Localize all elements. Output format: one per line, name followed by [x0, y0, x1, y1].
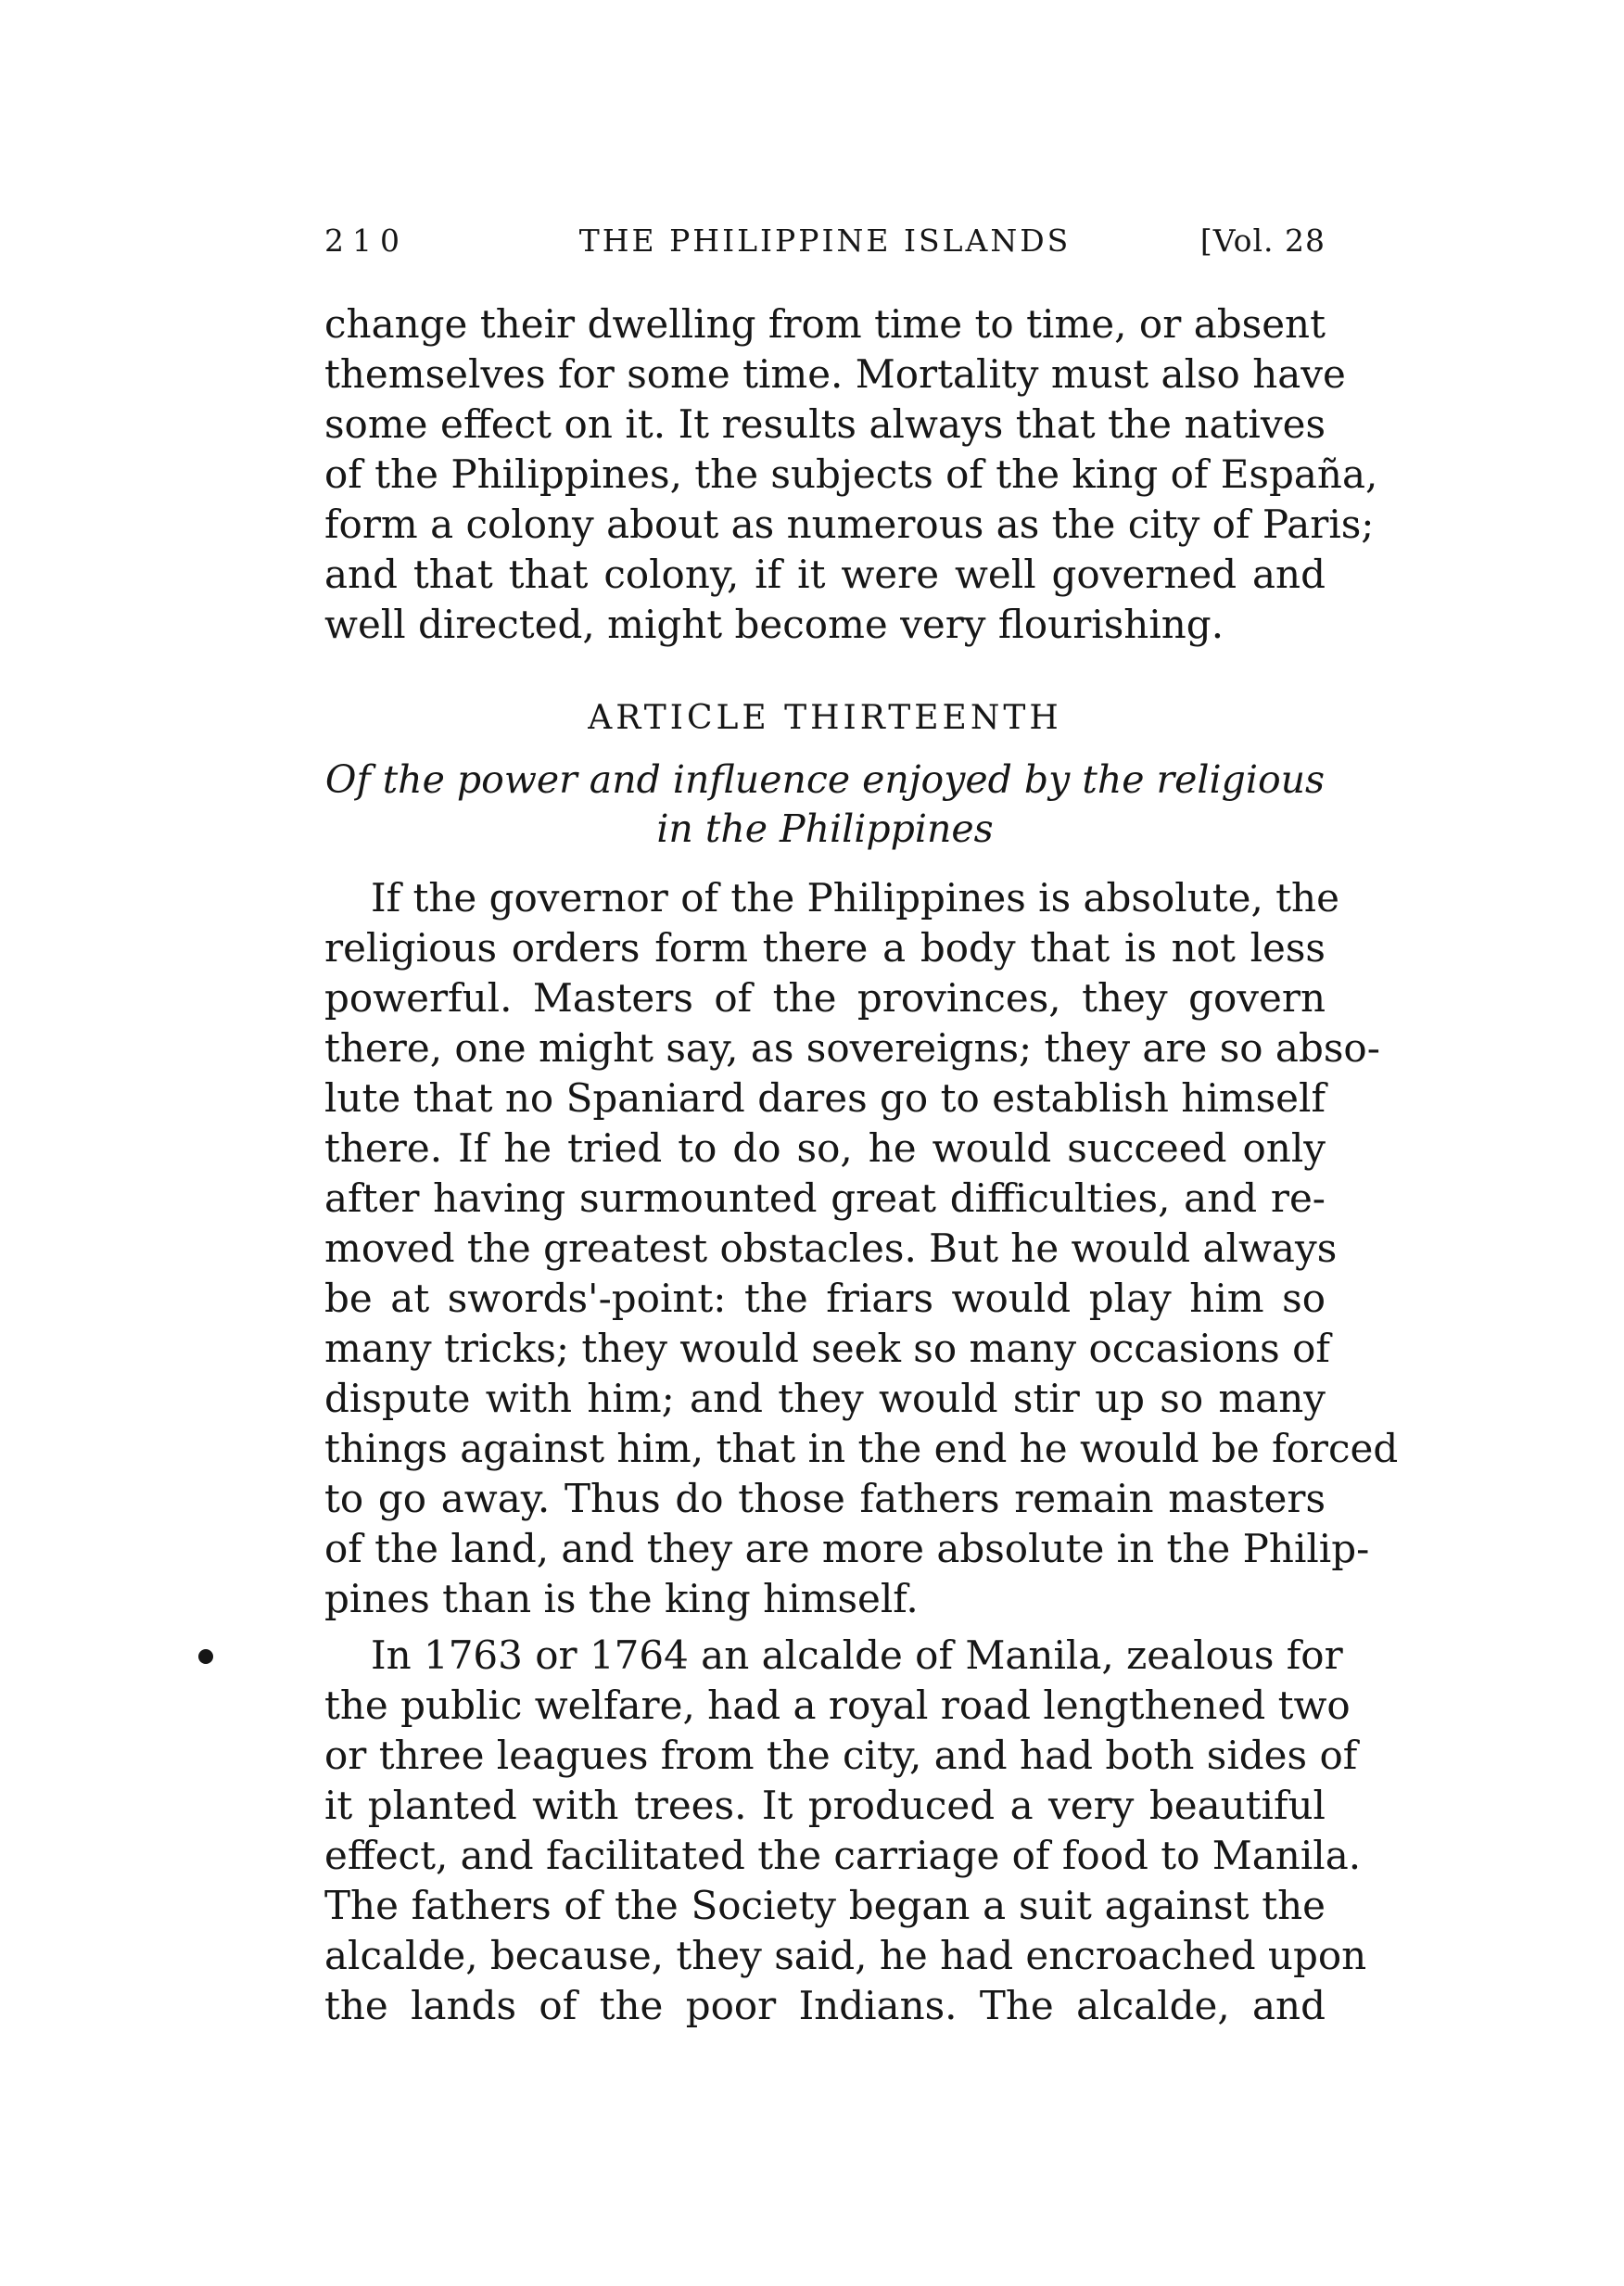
- text-line: lute that no Spaniard dares go to establish himself: [324, 1075, 1326, 1121]
- text-line: form a colony about as numerous as the city of Paris;: [324, 502, 1375, 547]
- article-subtitle-line: in the Philippines: [656, 806, 994, 851]
- text-line: pines than is the king himself.: [324, 1576, 919, 1621]
- text-line: change their dwelling from time to time, or absent: [324, 301, 1326, 347]
- text-line: In 1763 or 1764 an alcalde of Manila, zealous for: [371, 1632, 1343, 1678]
- article-heading: ARTICLE THIRTEENTH: [588, 699, 1062, 737]
- text-line: or three leagues from the city, and had both sides of: [324, 1733, 1358, 1778]
- text-line: powerful. Masters of the provinces, they govern: [324, 975, 1326, 1021]
- article-subtitle: [324, 756, 1326, 854]
- text-block: [324, 220, 1399, 2031]
- text-line: The fathers of the Society began a suit against the: [324, 1883, 1326, 1928]
- text-line: some effect on it. It results always that the natives: [324, 401, 1326, 447]
- text-line: to go away. Thus do those fathers remain masters: [324, 1476, 1326, 1521]
- text-line: the lands of the poor Indians. The alcalde, and: [324, 1983, 1326, 2028]
- paragraph-alcalde-road: [324, 1631, 1367, 2031]
- text-line: and that that colony, if it were well governed and: [324, 552, 1326, 597]
- text-line: after having surmounted great difficulties, and re-: [324, 1175, 1326, 1221]
- text-line: well directed, might become very flourishing.: [324, 602, 1224, 647]
- paragraph-religious-orders: [324, 873, 1399, 1624]
- text-line: many tricks; they would seek so many occasions of: [324, 1326, 1330, 1371]
- text-line: themselves for some time. Mortality must also have: [324, 351, 1346, 397]
- text-line: it planted with trees. It produced a very beautiful: [324, 1783, 1326, 1828]
- margin-ink-dot: [198, 1649, 213, 1664]
- text-line: dispute with him; and they would stir up so many: [324, 1376, 1326, 1421]
- running-header: [324, 220, 1326, 262]
- text-line: moved the greatest obstacles. But he would always: [324, 1226, 1338, 1271]
- article-subtitle-line: Of the power and influence enjoyed by the religious: [324, 757, 1326, 802]
- running-title: THE PHILIPPINE ISLANDS: [578, 222, 1072, 259]
- text-line: of the land, and they are more absolute in the Philip-: [324, 1526, 1370, 1571]
- text-line: religious orders form there a body that is not less: [324, 925, 1326, 971]
- paragraph-continuation: [324, 299, 1378, 650]
- text-line: of the Philippines, the subjects of the king of España,: [324, 451, 1378, 497]
- text-line: there. If he tried to do so, he would succeed only: [324, 1125, 1326, 1171]
- text-line: effect, and facilitated the carriage of food to Manila.: [324, 1833, 1362, 1878]
- text-line: things against him, that in the end he would be forced: [324, 1426, 1399, 1471]
- text-line: the public welfare, had a royal road lengthened two: [324, 1683, 1351, 1728]
- text-line: If the governor of the Philippines is absolute, the: [371, 875, 1339, 921]
- text-line: alcalde, because, they said, he had encroached upon: [324, 1933, 1367, 1978]
- page-number: 210: [324, 222, 408, 259]
- text-line: there, one might say, as sovereigns; they are so abso-: [324, 1025, 1380, 1071]
- text-line: be at swords'-point: the friars would play him so: [324, 1276, 1326, 1321]
- volume-label: [Vol. 28: [1199, 222, 1326, 259]
